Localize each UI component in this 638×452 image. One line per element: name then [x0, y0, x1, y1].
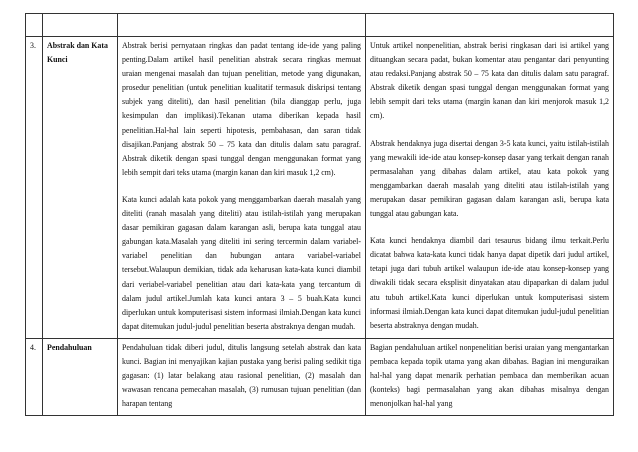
- row-number: 4.: [26, 338, 43, 415]
- nonresearch-article-cell: [366, 37, 614, 339]
- row-label: Pendahuluan: [43, 338, 118, 415]
- table-header-row: [26, 14, 614, 37]
- paragraph: Abstrak berisi pernyataan ringkas dan padat tentang ide-ide yang paling penting.Dalam artikel hasil penelitian abstrak secara ringkas memuat uraian mengenai masalah dan tujuan penelitian, metode yang digunakan, prosedur penelitian (untuk penelitian kualitatif termasuk diskripsi tentang subjek yang diteliti), dan hasil penelitian (bila dianggap perlu, juga kesimpulan dan implikasi).Tekanan utama diberikan kepada hasil penelitian.Hal-hal lain seperti hipotesis, pembahasan, dan saran tidak disajikan.Panjang abstrak 50 – 75 kata dan ditulis dalam satu paragraf. Abstrak diketik dengan spasi tunggal dengan menggunakan format yang lebih sempit dari teks utama (margin kanan dan kiri masuk 1,2 cm).: [122, 41, 361, 177]
- table-row: [26, 37, 614, 339]
- table-row: [26, 338, 614, 415]
- empty-cell: [118, 14, 366, 37]
- paragraph: Bagian pendahuluan artikel nonpenelitian berisi uraian yang mengantarkan pembaca kepada topik utama yang akan dibahas. Bagian ini menguraikan hal-hal yang dapat menarik perhatian pembaca dan memberikan acuan (konteks) bagi permasalahan yang akan dibahas misalnya dengan menonjolkan hal-hal yang: [370, 342, 609, 409]
- paragraph: Abstrak hendaknya juga disertai dengan 3-5 kata kunci, yaitu istilah-istilah yang mewakili ide-ide atau konsep-konsep dasar yang terkait dengan ranah permasalahan yang dibahas dalam artikel, atau kata pokok yang menggambarkan daerah masalah yang diteliti atau istilah-istilah yang merupakan dasar pemikiran gagasan dalam karangan asli, berupa kata tunggal atau gabungan kata.: [370, 138, 609, 219]
- row-label: Abstrak dan Kata Kunci: [43, 37, 118, 339]
- research-article-cell: [118, 338, 366, 415]
- paragraph: Kata kunci hendaknya diambil dari tesaurus bidang ilmu terkait.Perlu dicatat bahwa kata-kata kunci tidak hanya dapat dipetik dari judul artikel, tetapi juga dari tubuh artikel walaupun ide-ide atau konsep-konsep yang diwakili tidak secara eksplisit dinyatakan atau dipaparkan di dalam judul atu tubuh artikel.Kata kunci diperlukan untuk komputerisasi sistem informasi ilmiah.Dengan kata kunci dapat ditemukan judul-judul penelitian beserta abstraknya dengan mudah.: [370, 236, 609, 330]
- nonresearch-article-cell: [366, 338, 614, 415]
- empty-cell: [43, 14, 118, 37]
- paragraph: Kata kunci adalah kata pokok yang menggambarkan daerah masalah yang diteliti (ranah masalah yang diteliti) atau istilah-istilah yang merupakan dasar pemikiran gagasan dalam karangan asli, berupa kata tunggal atau gabungan kata.Masalah yang diteliti ini sering tercermin dalam variabel-variabel penelitian dan hubungan antara variabel-variabel tersebut.Walaupun demikian, tidak ada keharusan kata-kata kunci diambil dari veriabel-variabel penelitian atau dari kata-kata yang tercantum di dalam judul artikel.Jumlah kata kunci antara 3 – 5 buah.Kata kunci diperlukan untuk komputerisasi sistem informasi ilmiah.Dengan kata kunci dapat ditemukan judul-judul penelitian beserta abstraknya dengan mudah.: [122, 194, 361, 331]
- paragraph: Pendahuluan tidak diberi judul, ditulis langsung setelah abstrak dan kata kunci. Bagian ini menyajikan kajian pustaka yang berisi paling sedikit tiga gagasan: (1) latar belakang atau rasional penelitian, (2) masalah dan wawasan rencana pemecahan masalah, (3) rumusan tujuan penelitian (dan harapan tentang: [122, 342, 361, 409]
- empty-cell: [26, 14, 43, 37]
- comparison-table: [25, 13, 614, 416]
- empty-cell: [366, 14, 614, 37]
- row-number: 3.: [26, 37, 43, 339]
- paragraph: Untuk artikel nonpenelitian, abstrak berisi ringkasan dari isi artikel yang dituangkan secara padat, bukan komentar atau pengantar dari penyunting atau redaksi.Panjang abstrak 50 – 75 kata dan ditulis dalam satu paragraf. Abstrak diketik dengan spasi tunggal dengan menggunakan format yang lebih sempit dari teks utama (margin kanan dan kiri menjorok masuk 1,2 cm).: [370, 41, 609, 121]
- research-article-cell: [118, 37, 366, 339]
